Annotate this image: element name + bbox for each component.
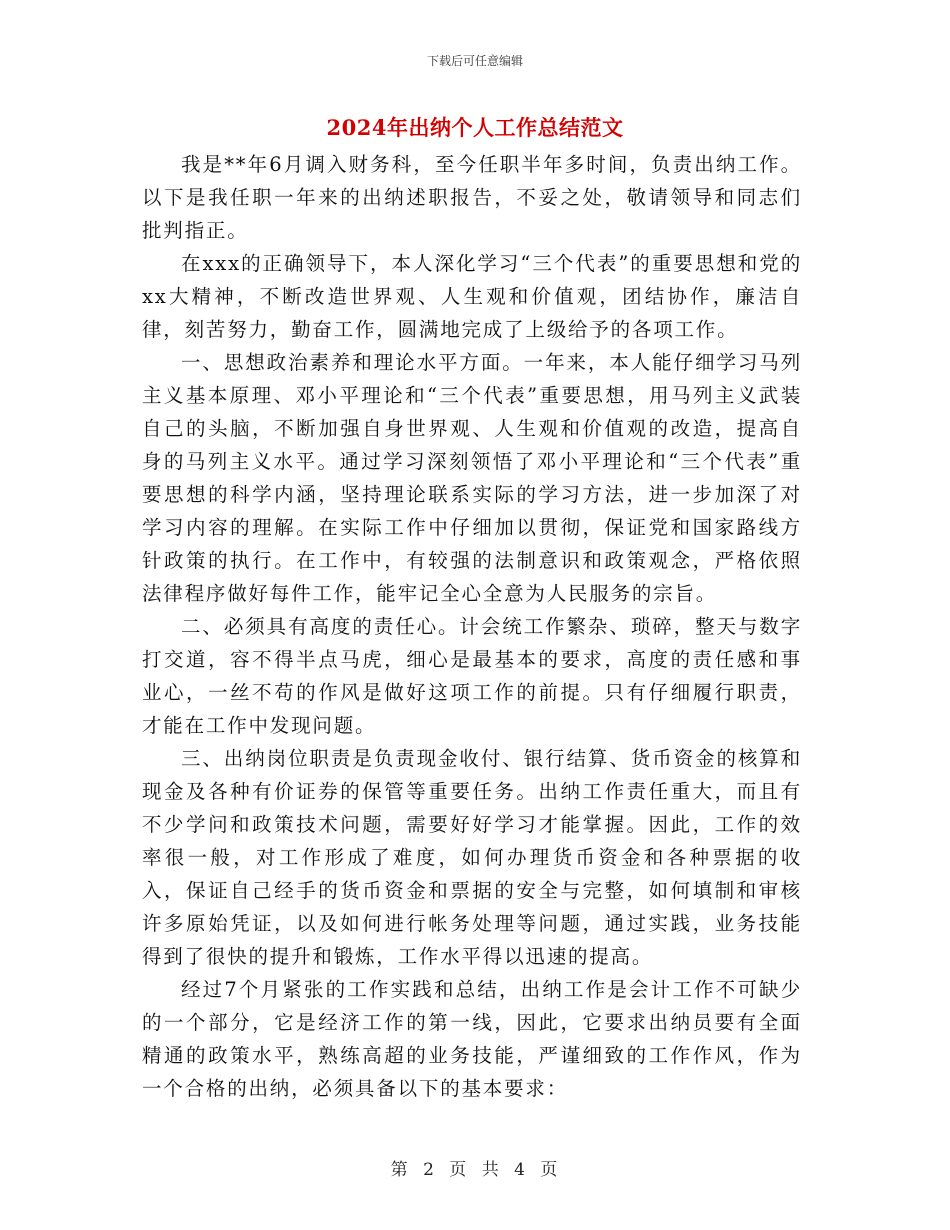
page-number: 第 2 页 共 4 页: [390, 1160, 560, 1180]
paragraph-requirements: 经过7个月紧张的工作实践和总结，出纳工作是会计工作不可缺少的一个部分，它是经济工作的第一线，因此，它要求出纳员要有全面精通的政策水平，熟练高超的业务技能，严谨细致的工作作风，作为一个合格的出纳，必须具备以下的基本要求：: [142, 978, 802, 1100]
page-header-note: 下载后可任意编辑: [426, 54, 523, 68]
paragraph-cashier-duties: 三、出纳岗位职责是负责现金收付、银行结算、货币资金的核算和现金及各种有价证券的保管等重要任务。出纳工作责任重大，而且有不少学问和政策技术问题，需要好好学习才能掌握。因此，工作的效率很一般，对工作形成了难度，如何办理货币资金和各种票据的收入，保证自己经手的货币资金和票据的安全与完整，如何填制和审核许多原始凭证，以及如何进行帐务处理等问题，通过实践，业务技能得到了很快的提升和锻炼，工作水平得以迅速的提高。: [142, 747, 802, 968]
paragraph-intro: 我是**年6月调入财务科，至今任职半年多时间，负责出纳工作。以下是我任职一年来的出纳述职报告，不妥之处，敬请领导和同志们批判指正。: [142, 153, 802, 242]
document-title: 2024年出纳个人工作总结范文: [326, 115, 624, 140]
paragraph-responsibility: 二、必须具有高度的责任心。计会统工作繁杂、琐碎，整天与数字打交道，容不得半点马虎，细心是最基本的要求，高度的责任感和事业心，一丝不苟的作风是做好这项工作的前提。只有仔细履行职责，才能在工作中发现问题。: [142, 615, 802, 737]
paragraph-leadership: 在xxx的正确领导下，本人深化学习“三个代表”的重要思想和党的xx大精神，不断改造世界观、人生观和价值观，团结协作，廉洁自律，刻苦努力，勤奋工作，圆满地完成了上级给予的各项工作。: [142, 252, 802, 341]
paragraph-political-theory: 一、思想政治素养和理论水平方面。一年来，本人能仔细学习马列主义基本原理、邓小平理论和“三个代表”重要思想，用马列主义武装自己的头脑，不断加强自身世界观、人生观和价值观的改造，提高自身的马列主义水平。通过学习深刻领悟了邓小平理论和“三个代表”重要思想的科学内涵，坚持理论联系实际的学习方法，进一步加深了对学习内容的理解。在实际工作中仔细加以贯彻，保证党和国家路线方针政策的执行。在工作中，有较强的法制意识和政策观念，严格依照法律程序做好每件工作，能牢记全心全意为人民服务的宗旨。: [142, 351, 802, 605]
document-body: [142, 148, 802, 1105]
